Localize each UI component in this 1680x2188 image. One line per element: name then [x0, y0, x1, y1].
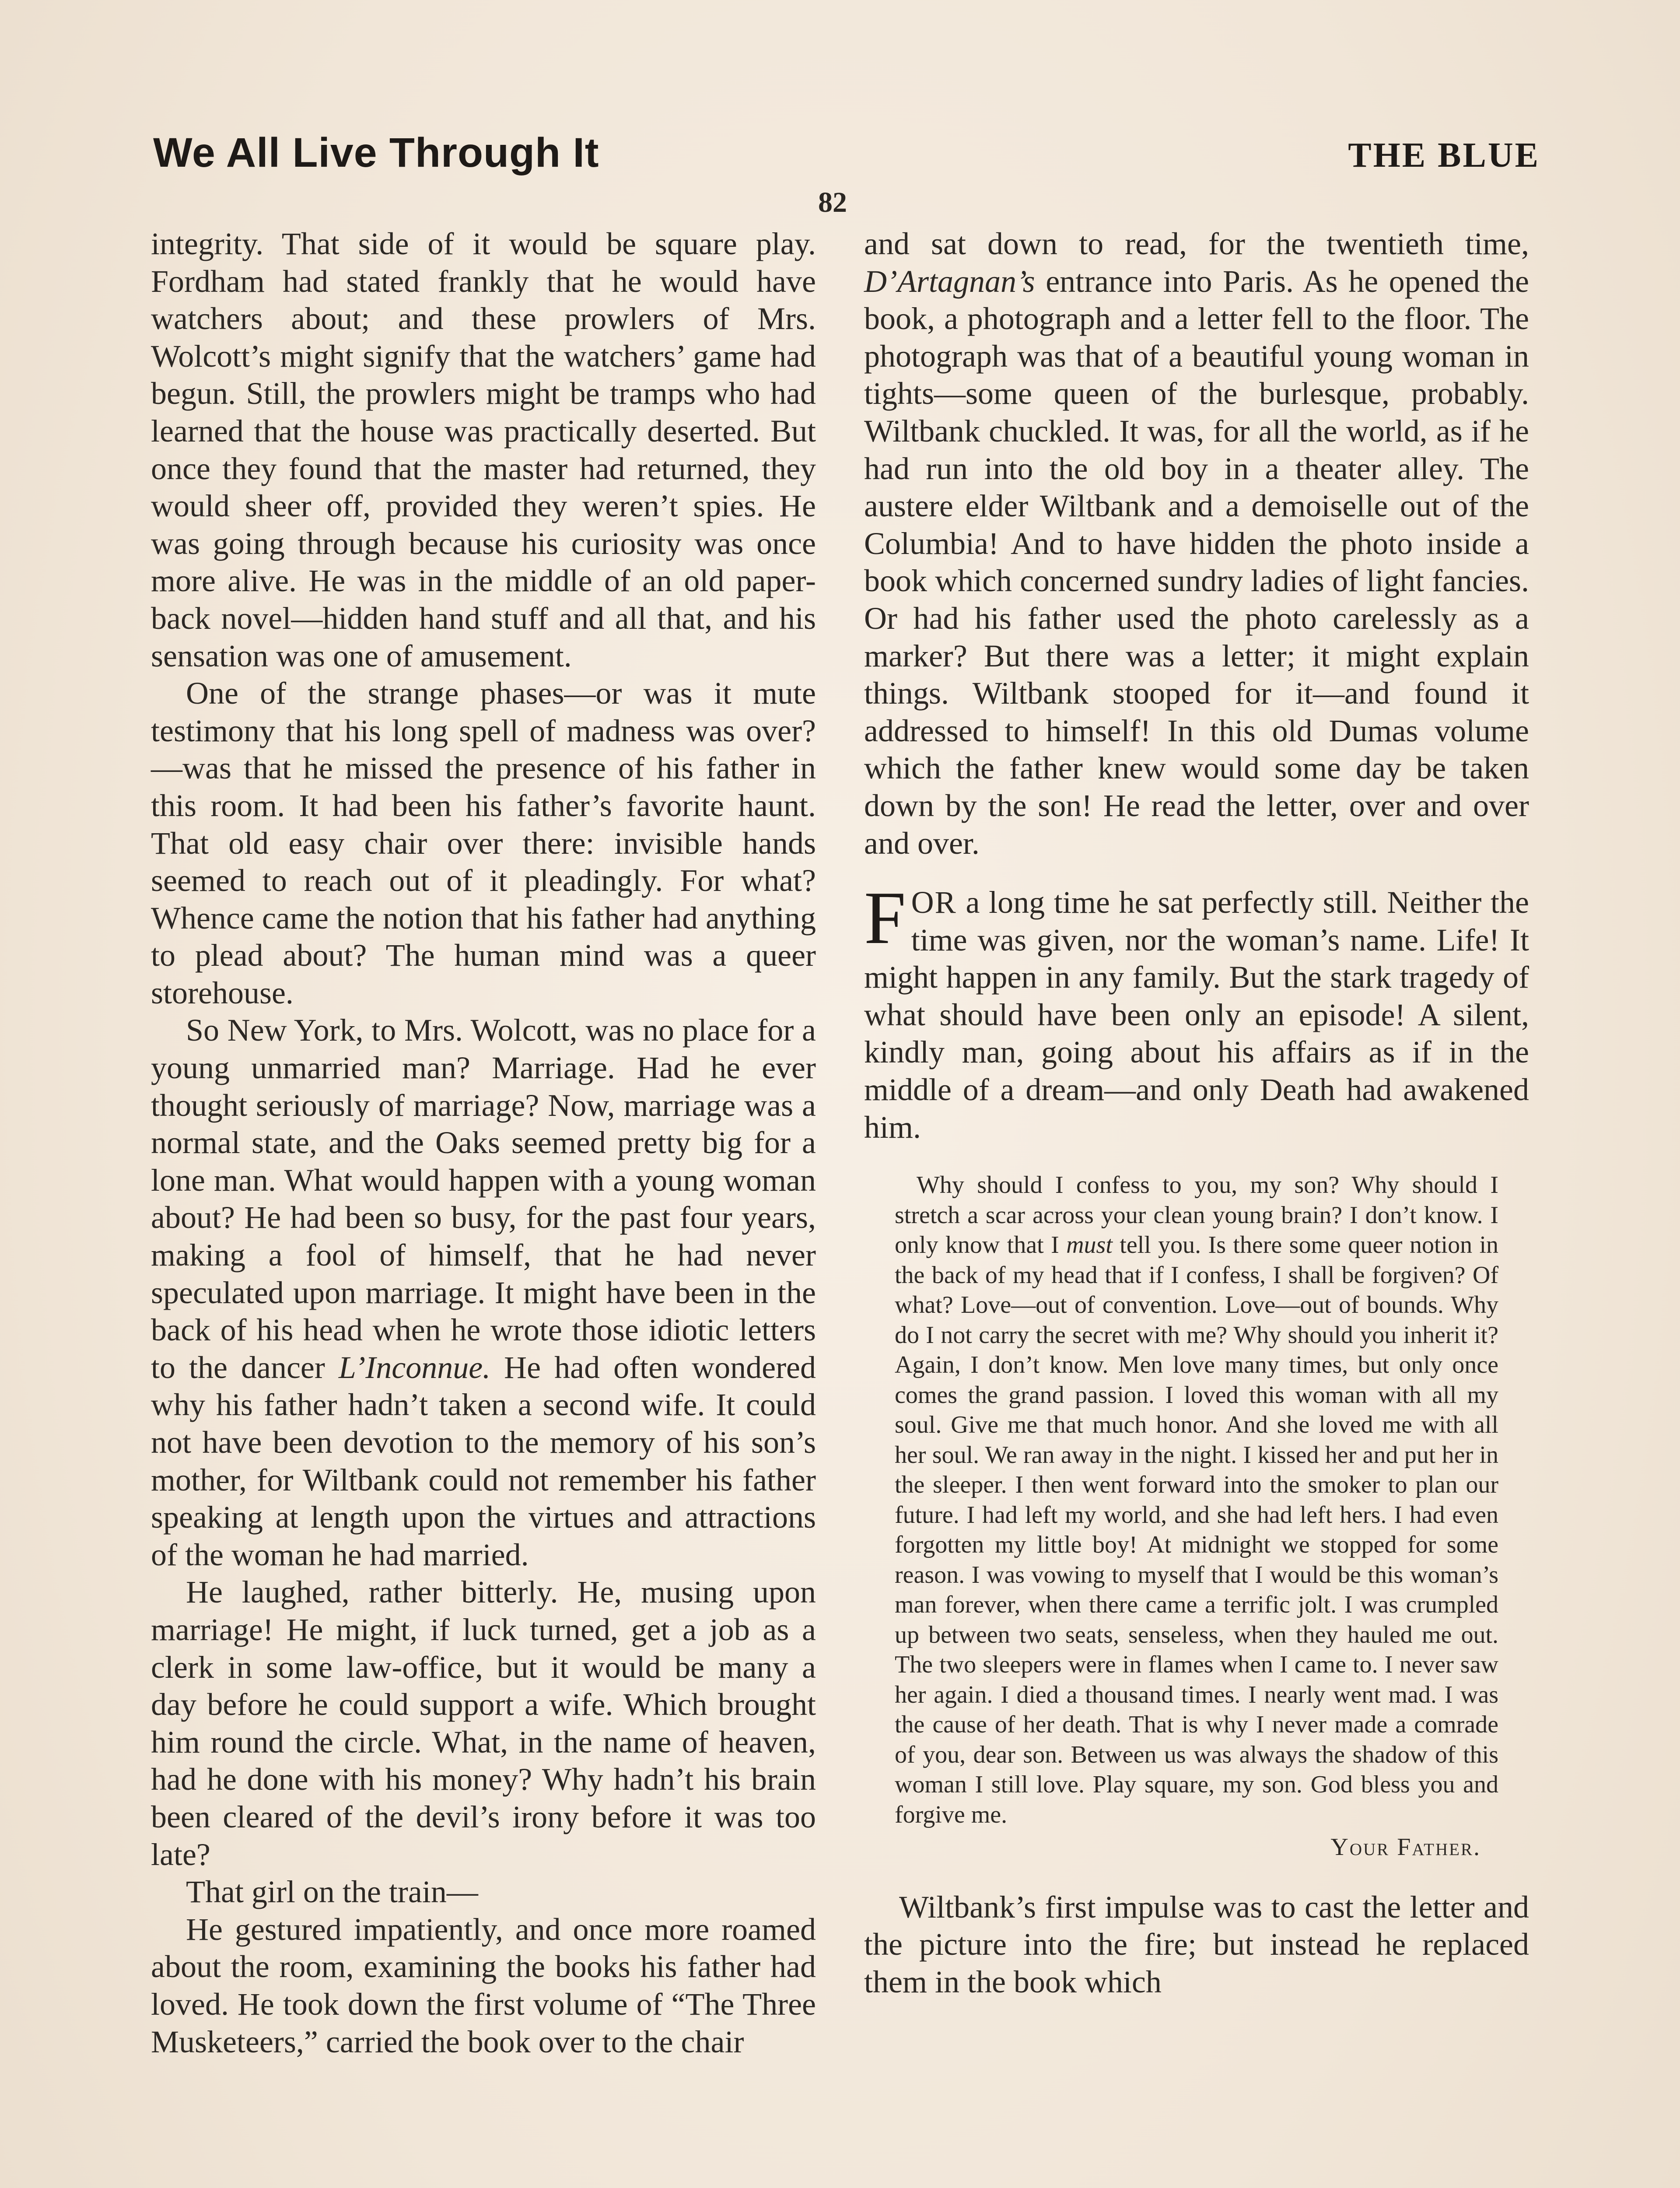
italic-text: L’Inconnue.: [338, 1350, 491, 1385]
italic-text: must: [1066, 1231, 1113, 1259]
lead-in-text: OR: [911, 885, 957, 920]
letter-text: Why should I confess to you, my son? Why should I stretch a scar across your clean young brain? I don’t know. I only know that I: [895, 1171, 1498, 1259]
magazine-name: THE BLUE: [1348, 136, 1540, 175]
letter-text: tell you. Is there some queer notion in the back of my head that if I confess, I shall be forgiven? Of what? Love—out of convention. Love—out of bounds. Why do I not carry the secret with me? Why should you inherit it? Again, I don’t know. Men love many times, but only once comes the grand passion. I loved this woman with all my soul. Give me that much honor. And she loved me with all her soul. We ran away in the night. I kissed her and put her in the sleeper. I then went forward into the smoker to plan our future. I had left my world, and she had left hers. I had even forgotten my little boy! At midnight we stopped for some reason. I was vowing to myself that I would be this woman’s man forever, when there came a terrific jolt. I was crumpled up between two seats, senseless, when they hauled me out. The two sleepers were in flames when I came to. I never saw her again. I died a thousand times. I nearly went mad. I was the cause of her death. That is why I never made a comrade of you, dear son. Between us was always the shadow of this woman I still love. Play square, my son. God bless you and forgive me.: [895, 1231, 1498, 1828]
paragraph: Wiltbank’s first impulse was to cast the letter and the picture into the fire; but instead he replaced them in the book which: [864, 1889, 1529, 1999]
paragraph-text: and sat down to read, for the twentieth time,: [864, 226, 1529, 261]
left-column: [151, 225, 816, 2061]
article-title: We All Live Through It: [153, 130, 599, 176]
paragraph: [151, 1012, 816, 1574]
paragraph: [864, 877, 1529, 1146]
italic-text: D’Artagnan’s: [864, 263, 1035, 299]
paragraph: He laughed, rather bitterly. He, musing upon marriage! He might, if luck turned, get a job as a clerk in some law-office, but it would be many a day before he could support a wife. Which brought him round the circle. What, in the name of heaven, had he done with his money? Why hadn’t his brain been cleared of the devil’s irony before it was too late?: [151, 1574, 816, 1872]
paragraph-text: He had often wondered why his father hadn’t taken a second wife. It could not have been devotion to the memory of his son’s mother, for Wiltbank could not remember his father speaking at length upon the virtues and attractions of the woman he had married.: [151, 1350, 816, 1572]
paragraph: integrity. That side of it would be square play. Fordham had stated frankly that he would have watchers about; and these prowlers of Mrs. Wolcott’s might signify that the watchers’ game had begun. Still, the prowlers might be tramps who had learned that the house was practically deserted. But once they found that the master had returned, they would sheer off, provided they weren’t spies. He was going through because his curiosity was once more alive. He was in the middle of an old paper-back novel—hidden hand stuff and all that, and his sensation was one of amusement.: [151, 226, 816, 673]
father-letter: [895, 1170, 1498, 1862]
letter-body: [895, 1170, 1498, 1830]
paragraph-text: a long time he sat perfectly still. Neither the time was given, nor the woman’s name. Life! It might happen in any family. But the stark tragedy of what should have been only an episode! A silent, kindly man, going about his affairs as if in the middle of a dream—and only Death had awakened him.: [864, 885, 1529, 1145]
paragraph: One of the strange phases—or was it mute testimony that his long spell of madness was over?—was that he missed the presence of his father in this room. It had been his father’s favorite haunt. That old easy chair over there: invisible hands seemed to reach out of it pleadingly. For what? Whence came the notion that his father had anything to plead about? The human mind was a queer storehouse.: [151, 676, 816, 1010]
drop-cap: F: [864, 877, 906, 960]
paragraph: He gestured impatiently, and once more roamed about the room, examining the books his father had loved. He took down the first volume of “The Three Musketeers,” carried the book over to the chair: [151, 1911, 816, 2059]
paragraph: That girl on the train—: [186, 1874, 478, 1910]
letter-signature: Your Father.: [1330, 1834, 1481, 1861]
paragraph-text: entrance into Paris. As he opened the book, a photograph and a letter fell to the floor. The photograph was that of a beautiful young woman in tights—some queen of the burlesque, probably. Wiltbank chuckled. It was, for all the world, as if he had run into the old boy in a theater alley. The austere elder Wiltbank and a demoiselle out of the Columbia! And to have hidden the photo inside a book which concerned sundry ladies of light fancies. Or had his father used the photo carelessly as a marker? But there was a letter; it might explain things. Wiltbank stooped for it—and found it addressed to himself! In this old Dumas volume which the father knew would some day be taken down by the son! He read the letter, over and over and over.: [864, 263, 1529, 861]
page-number: 82: [818, 186, 847, 218]
right-column: [864, 225, 1529, 2001]
paragraph: [864, 225, 1529, 862]
paragraph-text: So New York, to Mrs. Wolcott, was no place for a young unmarried man? Marriage. Had he ever thought seriously of marriage? Now, marriage was a normal state, and the Oaks seemed pretty big for a lone man. What would happen with a young woman about? He had been so busy, for the past four years, making a fool of himself, that he had never speculated upon marriage. It might have been in the back of his head when he wrote those idiotic letters to the dancer: [151, 1013, 816, 1385]
